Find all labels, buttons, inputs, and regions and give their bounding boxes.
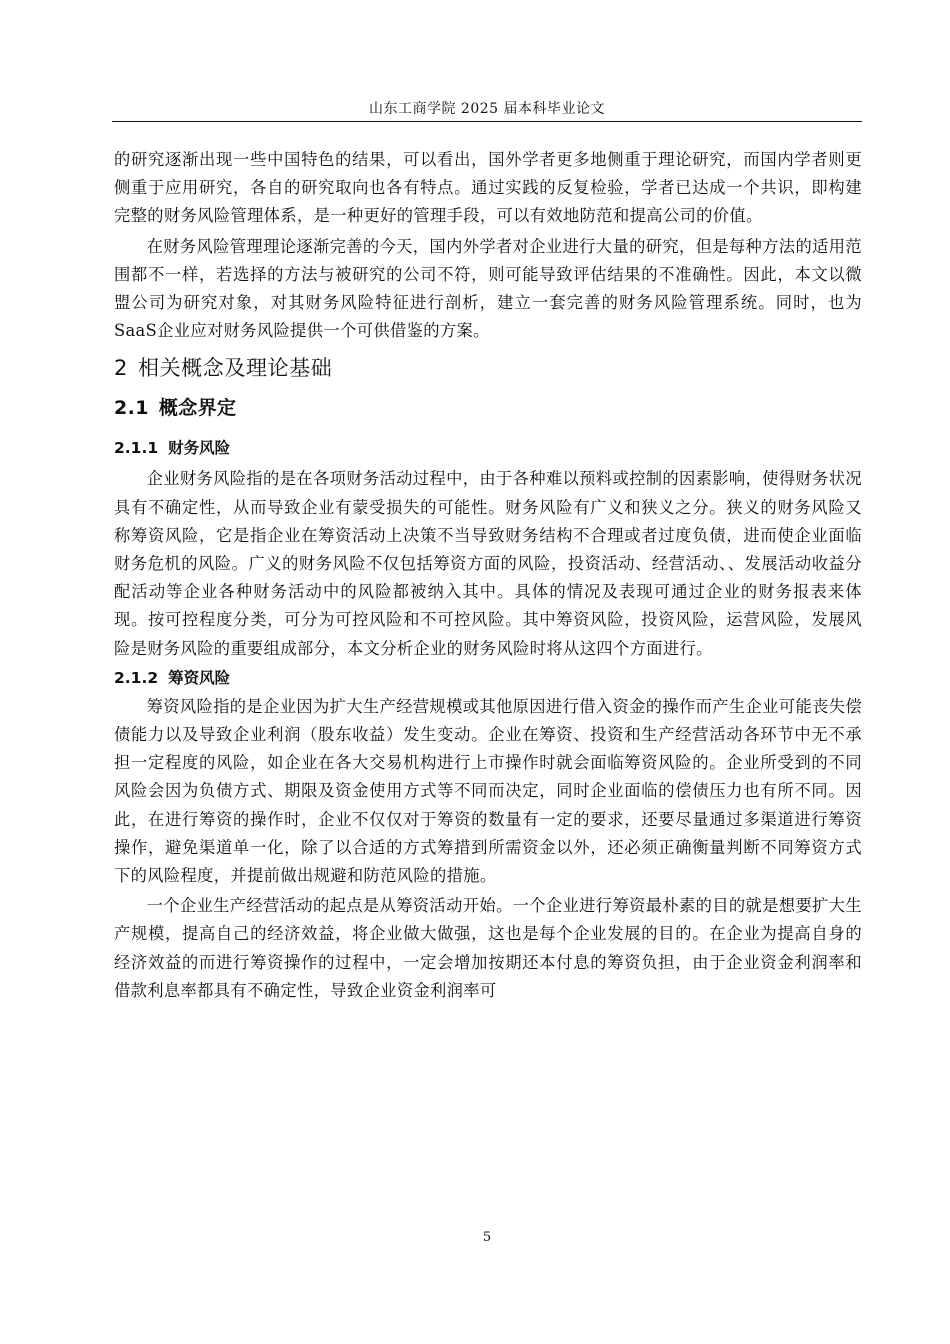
subsubsection-title: 财务风险 bbox=[168, 439, 231, 458]
section-heading bbox=[114, 351, 862, 391]
paragraph-continuation: 的研究逐渐出现一些中国特色的结果，可以看出，国外学者更多地侧重于理论研究，而国内学者则更侧重于应用研究，各自的研究取向也各有特点。通过实践的反复检验，学者已达成一个共识，即构建完整的财务风险管理体系，是一种更好的管理手段，可以有效地防范和提高公司的价值。 bbox=[114, 150, 862, 226]
section-title: 相关概念及理论基础 bbox=[137, 356, 333, 381]
section-number: 2 bbox=[114, 356, 128, 381]
paragraph-financing-risk-definition: 筹资风险指的是企业因为扩大生产经营规模或其他原因进行借入资金的操作而产生企业可能丧失偿债能力以及导致企业利润（股东收益）发生变动。企业在筹资、投资和生产经营活动各环节中无不承担一定程度的风险，如企业在各大交易机构进行上市操作时就会面临筹资风险的。企业所受到的不同风险会因为负债方式、期限及资金使用方式等不同而决定，同时企业面临的偿债压力也有所不同。因此，在进行筹资的操作时，企业不仅仅对于筹资的数量有一定的要求，还要尽量通过多渠道进行筹资操作，避免渠道单一化，除了以合适的方式筹措到所需资金以外，还必须正确衡量判断不同筹资方式下的风险程度，并提前做出规避和防范风险的措施。 bbox=[114, 696, 862, 886]
subsection-number: 2.1 bbox=[114, 397, 149, 420]
page-body bbox=[114, 146, 862, 1005]
header-rule bbox=[112, 121, 862, 122]
page-number: 5 bbox=[482, 1230, 492, 1245]
page-header: 山东工商学院 2025 届本科毕业论文 bbox=[368, 101, 606, 117]
subsection-heading bbox=[114, 391, 862, 431]
subsubsection-heading-financial-risk bbox=[114, 431, 862, 465]
paragraph-financial-risk-definition: 企业财务风险指的是在各项财务活动过程中，由于各种难以预料或控制的因素影响，使得财务状况具有不确定性，从而导致企业有蒙受损失的可能性。财务风险有广义和狭义之分。狭义的财务风险又称筹资风险，它是指企业在筹资活动上决策不当导致财务结构不合理或者过度负债，进而使企业面临财务危机的风险。广义的财务风险不仅包括筹资方面的风险，投资活动、经营活动、、发展活动收益分配活动等企业各种财务活动中的风险都被纳入其中。具体的情况及表现可通过企业的财务报表来体现。按可控程度分类，可分为可控风险和不可控风险。其中筹资风险，投资风险，运营风险，发展风险是财务风险的重要组成部分，本文分析企业的财务风险时将从这四个方面进行。 bbox=[114, 469, 862, 658]
subsubsection-heading-financing-risk bbox=[114, 663, 862, 693]
subsubsection-title: 筹资风险 bbox=[168, 668, 231, 687]
subsection-title: 概念界定 bbox=[158, 397, 237, 420]
subsubsection-number: 2.1.1 bbox=[114, 439, 159, 458]
subsubsection-number: 2.1.2 bbox=[114, 668, 159, 687]
paragraph-method-selection: 在财务风险管理理论逐渐完善的今天，国内外学者对企业进行大量的研究，但是每种方法的适用范围都不一样，若选择的方法与被研究的公司不符，则可能导致评估结果的不准确性。因此，本文以微盟公司为研究对象，对其财务风险特征进行剖析，建立一套完善的财务风险管理系统。同时，也为SaaS企业应对财务风险提供一个可供借鉴的方案。 bbox=[114, 236, 862, 341]
paragraph-financing-activity: 一个企业生产经营活动的起点是从筹资活动开始。一个企业进行筹资最朴素的目的就是想要扩大生产规模，提高自己的经济效益，将企业做大做强，这也是每个企业发展的目的。在企业为提高自身的经济效益的而进行筹资操作的过程中，一定会增加按期还本付息的筹资负担，由于企业资金利润率和借款利息率都具有不确定性，导致企业资金利润率可 bbox=[114, 896, 862, 1000]
